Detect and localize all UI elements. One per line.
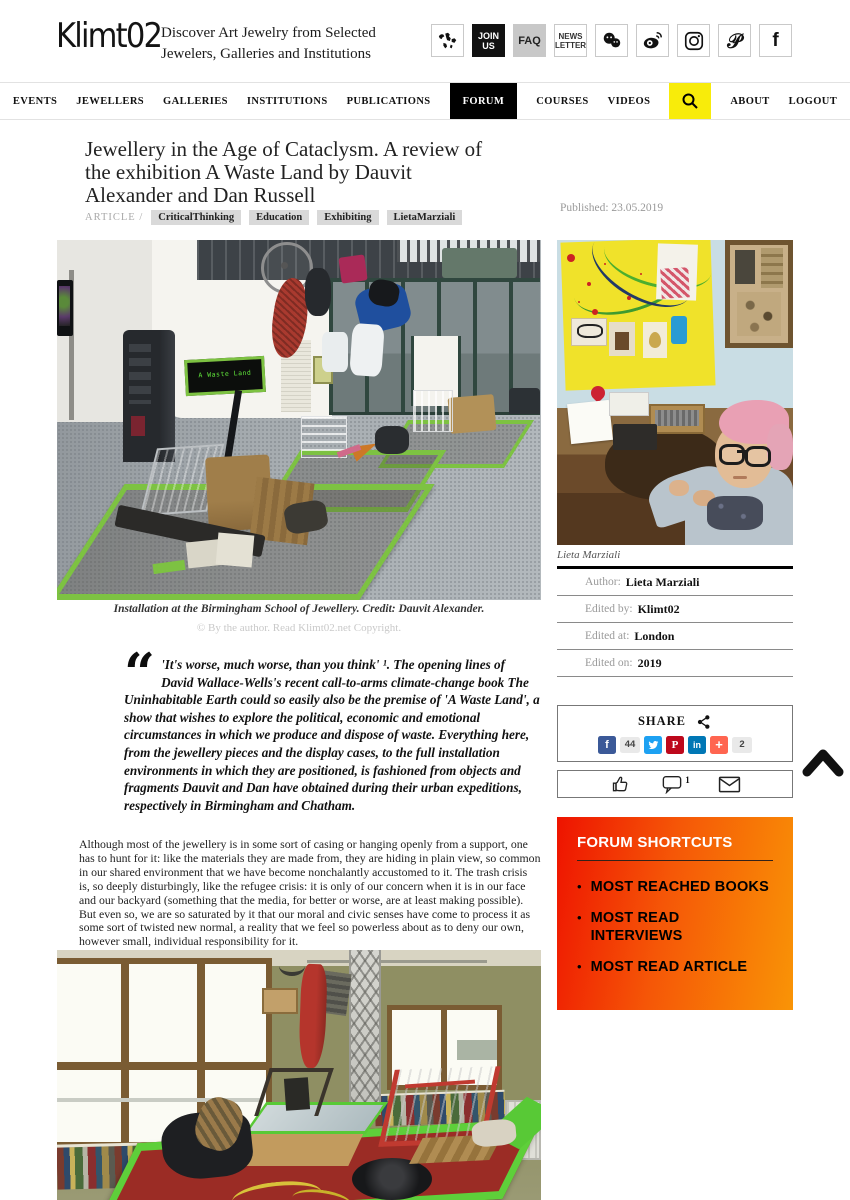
quote-text: 'It's worse, much worse, than you think' ¹. The opening lines of David Wallace-Wells's recent call-to-arms climate-change book The Uninhabitable Earth could so easily also be the premise of 'A Waste Land', a show that wishes to explore the political, economic and emotional circumstances in which we produce and dispose of waste. Everything here, from the jewellery pieces and the display cases, to the full installation environments in which they are positioned, is fashioned from objects and fragments Dauvit and Dan have obtained during their urban expeditions, respectively in Birmingham and Chatham. [124,657,540,813]
pinterest-icon[interactable] [718,24,751,57]
medal-sketch [649,332,661,348]
tag-lietamarziali[interactable]: LietaMarziali [387,210,463,225]
tag-education[interactable]: Education [249,210,309,225]
meta-row-edited-on [557,650,793,677]
shortcuts-list [577,878,773,976]
glasses-right-lens [745,446,771,467]
meta-row-edited-at [557,623,793,650]
meta-label: Edited by: [585,603,633,615]
weibo-icon[interactable] [636,24,669,57]
article-paragraph: Although most of the jewellery is in some sort of casing or hanging openly from a support, one has to hunt for it: like the materials they are made from, they are hiding in plain view, so common in our shared environment that we have become nonchalantly accustomed to it. The trash crisis is, so deeply disturbingly, like the refugee crisis: it is only of our concern when it is in our face and our backyard (something that the media, for better or worse, are at least making possible). But even so, we are so saturated by it that our moral and civic senses have come to process it as some sort of twisted new normal, a reality that we feel so powerless about as to deny our own, however small, individual responsibility for it. [79,837,541,949]
forum-shortcuts-title: FORUM SHORTCUTS [577,834,733,851]
forum-shortcuts-box [557,817,793,1010]
ceiling-pipe [307,960,487,963]
meta-row-author [557,569,793,596]
tag-criticalthinking[interactable]: CriticalThinking [151,210,241,225]
glasses-sketch [577,324,603,338]
nav-item-about[interactable]: ABOUT [730,95,770,107]
join-us-line1: JOIN [477,30,499,41]
social-icon-bar [431,24,792,57]
nav-item-logout[interactable]: LOGOUT [788,95,838,107]
nav-item-publications[interactable]: PUBLICATIONS [346,95,431,107]
shortcut-most-read-interviews[interactable] [577,909,773,945]
metal-tools [655,410,699,426]
bullet-icon: • [577,910,582,925]
meta-label: Edited at: [585,630,630,642]
waste-land-sign [184,356,266,396]
comments-button[interactable] [661,775,690,794]
bullet-icon: • [577,959,582,974]
share-more-button[interactable]: + [710,736,728,754]
faq-button[interactable] [513,24,546,57]
nav-item-galleries[interactable]: GALLERIES [163,95,228,107]
facebook-glyph: f [772,29,779,51]
reaction-bar [557,770,793,798]
white-note [567,400,613,444]
nav-item-events[interactable]: EVENTS [12,95,58,107]
back-to-top-button[interactable] [801,746,845,783]
share-linkedin-button[interactable]: in [688,736,706,754]
sofa [509,388,540,414]
meta-label: Edited on: [585,657,633,669]
share-header [638,714,712,730]
truss-tower [349,950,381,1115]
meta-value-edited-on: 2019 [637,655,662,670]
shortcut-label: MOST READ INTERVIEWS [590,910,683,944]
person-scarf [707,496,763,530]
meta-value-author[interactable]: Lieta Marziali [625,574,700,589]
meta-row-edited-by [557,596,793,623]
meta-value-edited-at: London [634,628,675,643]
article-photo-installation [57,240,541,600]
hanging-tshirt-2 [349,323,385,377]
join-us-button[interactable] [472,24,505,57]
vending-machine-buttons [129,344,151,404]
cork-item-1 [735,250,755,284]
red-paint-splatter [567,254,575,262]
meta-label: Author: [585,576,621,588]
nav-item-institutions[interactable]: INSTITUTIONS [246,95,328,107]
tire [352,1158,432,1200]
person-mouth [733,476,747,479]
published-date: Published: 23.05.2019 [560,202,664,214]
bullet-icon: • [577,879,582,894]
comment-bubble-icon [661,775,683,794]
window-transom [57,1062,272,1070]
share-pinterest-button[interactable]: P [666,736,684,754]
email-button[interactable] [718,776,741,793]
other-share-count: 2 [732,737,752,753]
copyright-note: © By the author. Read Klimt02.net Copyright. [196,622,402,634]
white-box [609,392,649,416]
share-buttons [598,736,752,754]
hanging-red-cloth [298,964,328,1069]
pinned-lighter [671,316,687,344]
pinned-card-red [660,267,690,298]
like-button[interactable] [609,774,633,794]
newsletter-button[interactable] [554,24,587,57]
share-twitter-button[interactable] [644,736,662,754]
faq-label: FAQ [518,34,541,47]
shortcut-label: MOST REACHED BOOKS [590,879,769,895]
comment-count: 1 [685,774,690,785]
coat-hook [279,956,305,976]
shortcut-label: MOST READ ARTICLE [590,959,748,975]
tag-exhibiting[interactable]: Exhibiting [317,210,378,225]
share-facebook-button[interactable]: f [598,736,616,754]
steel-block [613,424,657,450]
envelope-icon [718,776,741,793]
quote-mark-icon: “ [124,641,152,705]
share-box [557,705,793,762]
cardboard-boxes [448,394,497,434]
cork-sketches [737,292,781,336]
chevron-up-icon [801,746,845,778]
main-nav [0,83,850,120]
tagline-line2: Jewelers, Galleries and Institutions [161,46,371,62]
newspaper-2 [216,532,255,567]
facebook-share-count: 44 [620,737,640,753]
instagram-icon[interactable] [677,24,710,57]
author-photo [557,240,793,545]
newsletter-line1: NEWS [558,31,583,41]
glasses-left-lens [719,444,745,465]
shortcut-most-reached-books[interactable] [577,878,773,896]
hanging-tshirt-1 [322,332,348,372]
cork-item-2 [761,248,783,288]
ac-unit [442,248,517,278]
pinterest-glyph: 𝒫 [727,28,742,53]
boots-sketch [615,332,629,350]
twitter-bird-icon [647,739,659,751]
search-icon [681,92,699,110]
wall-screen-image [59,286,70,326]
shortcuts-underline [577,860,773,861]
nav-item-forum-active[interactable]: FORUM [450,83,518,119]
tagline-line1: Discover Art Jewelry from Selected [161,25,376,41]
window-right-view [457,1040,497,1060]
hanging-pink-box [338,254,367,283]
language-globe-icon[interactable] [431,24,464,57]
shortcut-most-read-article[interactable] [577,958,773,976]
black-stack [284,1077,310,1111]
wall-box [262,988,298,1014]
newsletter-line2: LETTER [554,40,587,50]
article-tags-row [85,210,462,225]
pull-quote [124,641,540,814]
nav-item-jewellers[interactable]: JEWELLERS [76,95,145,107]
join-us-line2: US [482,40,495,51]
site-logo[interactable]: Klimt02 [56,16,162,56]
article-photo-installation-2 [57,950,541,1200]
world-map-icon [437,30,459,52]
waste-land-sign-text: A Waste Land [198,368,252,380]
site-tagline [161,23,376,65]
nav-item-courses[interactable]: COURSES [536,95,589,107]
dark-bag-mid [375,426,409,454]
photo-caption: Installation at the Birmingham School of Jewellery. Credit: Dauvit Alexander. [113,603,485,615]
glasses-bridge [737,450,747,453]
article-meta [557,569,793,677]
window-mullion-1 [121,958,129,1148]
person-pink-hair-side [767,424,793,470]
meta-value-edited-by[interactable]: Klimt02 [637,601,680,616]
author-photo-caption: Lieta Marziali [557,549,621,561]
thumbs-up-icon [609,774,633,794]
hanging-dark-garment [305,268,331,316]
share-icon [696,714,712,730]
article-title: Jewellery in the Age of Cataclysm. A review of the exhibition A Waste Land by Dauvit Alexander and Dan Russell [85,137,483,207]
facebook-icon[interactable] [759,24,792,57]
vending-machine-logo [131,416,145,436]
nav-item-videos[interactable]: VIDEOS [607,95,651,107]
search-button[interactable] [669,83,711,119]
wechat-icon[interactable] [595,24,628,57]
share-label: SHARE [637,714,687,728]
wheel-hub [281,262,288,269]
wire-rack-far [413,390,453,432]
person-hand-1 [669,480,689,496]
article-kicker: ARTICLE / [85,212,144,223]
